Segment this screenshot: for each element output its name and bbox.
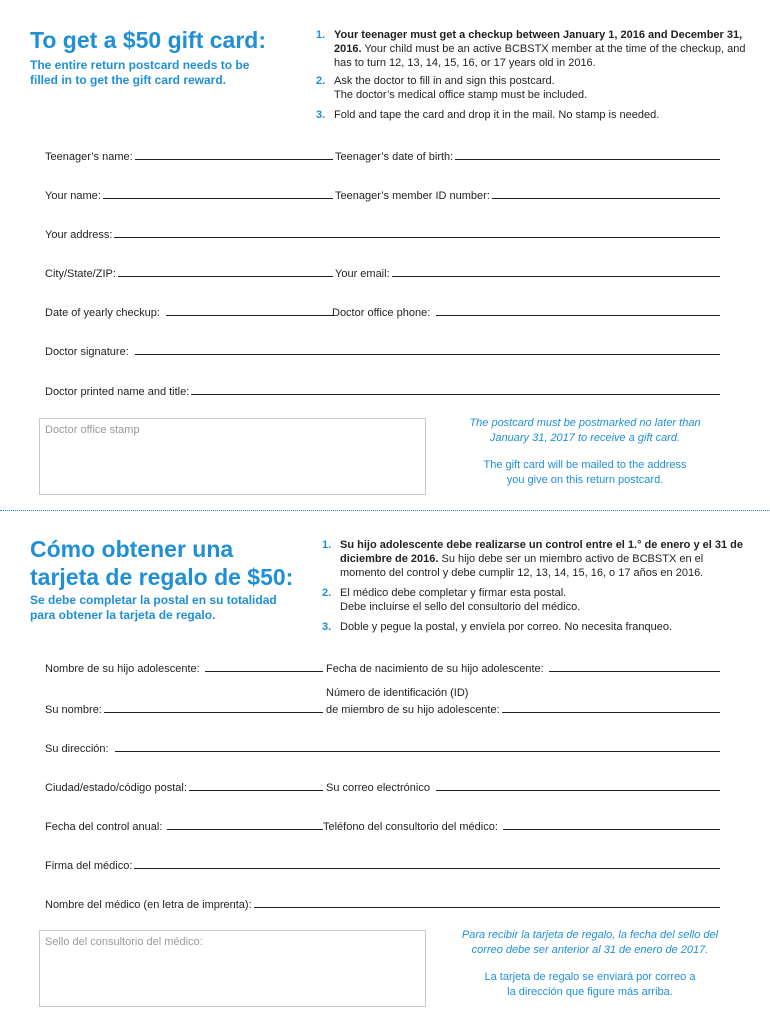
teen-name-label-es: Nombre de su hijo adolescente: [45, 663, 200, 675]
step-number: 3. [322, 621, 332, 633]
teen-dob-line-es[interactable] [549, 671, 720, 672]
postmark-note-es-line-2: correo debe ser anterior al 31 de enero de 2017. [471, 944, 709, 956]
step-number: 2. [316, 75, 326, 87]
doctor-signature-label-es: Firma del médico: [45, 860, 133, 872]
doctor-printed-name-field-es[interactable] [45, 895, 720, 911]
step-text-line-2: The doctor’s medical office stamp must be included. [334, 89, 588, 101]
postmark-note-es [440, 928, 740, 958]
doctor-signature-label: Doctor signature: [45, 346, 129, 358]
doctor-stamp-label: Doctor office stamp [45, 424, 140, 436]
step-bold-text: Your teenager must get a checkup between January 1, 2016 and December 31, 2016. [334, 29, 743, 55]
checkup-date-field[interactable] [45, 303, 333, 319]
english-title: To get a $50 gift card: [30, 27, 267, 53]
teen-dob-label-es: Fecha de nacimiento de su hijo adolescente: [326, 663, 544, 675]
doctor-signature-line[interactable] [135, 354, 720, 355]
step-number: 1. [316, 29, 326, 41]
member-id-label-es-line-1: Número de identificación (ID) [326, 687, 469, 699]
step-text: Su hijo debe ser un miembro activo de BCBSTX en el momento del control y debe cumplir 12, 13, 14, 15, 16, o 17 años en 2016. [340, 553, 704, 579]
checkup-date-line[interactable] [166, 315, 333, 316]
email-label-es: Su correo electrónico [326, 782, 430, 794]
mail-note-line-1: The gift card will be mailed to the address [483, 459, 687, 471]
city-label-es: Ciudad/estado/código postal: [45, 782, 187, 794]
teen-name-line-es[interactable] [205, 671, 323, 672]
address-field[interactable] [45, 225, 720, 241]
address-field-es[interactable] [45, 739, 720, 755]
your-name-field[interactable] [45, 186, 333, 202]
step-text-line-1: El médico debe completar y firmar esta postal. [340, 587, 567, 599]
doctor-stamp-label-es: Sello del consultorio del médico: [45, 936, 203, 948]
city-label: City/State/ZIP: [45, 268, 116, 280]
teen-dob-field[interactable] [335, 147, 720, 163]
doctor-printed-name-field[interactable] [45, 382, 720, 398]
postmark-note-line-2: January 31, 2017 to receive a gift card. [489, 432, 681, 444]
your-name-field-es[interactable] [45, 700, 323, 716]
teen-dob-field-es[interactable] [326, 659, 720, 675]
spanish-step-1 [322, 538, 747, 580]
step-number: 2. [322, 587, 332, 599]
spanish-step-3 [322, 620, 747, 634]
city-line-es[interactable] [189, 790, 323, 791]
your-name-label: Your name: [45, 190, 101, 202]
mail-note-es-line-1: La tarjeta de regalo se enviará por correo a [484, 971, 696, 983]
step-text-line-2: Debe incluirse el sello del consultorio del médico. [340, 601, 581, 613]
address-line[interactable] [114, 237, 720, 238]
step-bold-text: Su hijo adolescente debe realizarse un control entre el 1.° de enero y el 31 de diciembre de 2016. [340, 539, 743, 565]
spanish-subtitle-line-2: para obtener la tarjeta de regalo. [30, 608, 216, 622]
teen-name-label: Teenager’s name: [45, 151, 133, 163]
city-line[interactable] [118, 276, 333, 277]
doctor-phone-label-es: Teléfono del consultorio del médico: [323, 821, 498, 833]
postmark-note-es-line-1: Para recibir la tarjeta de regalo, la fecha del sello del [461, 929, 719, 941]
postmark-note [440, 416, 730, 446]
doctor-phone-line[interactable] [436, 315, 720, 316]
postmark-note-line-1: The postcard must be postmarked no later than [469, 417, 701, 429]
checkup-date-label-es: Fecha del control anual: [45, 821, 163, 833]
checkup-date-line-es[interactable] [167, 829, 323, 830]
member-id-line[interactable] [492, 198, 720, 199]
english-step-1 [316, 28, 756, 70]
doctor-signature-line-es[interactable] [134, 868, 720, 869]
your-name-label-es: Su nombre: [45, 704, 102, 716]
english-subtitle-line-2: filled in to get the gift card reward. [30, 73, 227, 87]
doctor-phone-line-es[interactable] [503, 829, 720, 830]
step-number: 1. [322, 539, 332, 551]
email-line[interactable] [392, 276, 720, 277]
spanish-subtitle-line-1: Se debe completar la postal en su totalidad [30, 593, 277, 607]
mail-note-line-2: you give on this return postcard. [506, 474, 664, 486]
doctor-printed-name-line[interactable] [191, 394, 720, 395]
doctor-printed-name-label-es: Nombre del médico (en letra de imprenta): [45, 899, 252, 911]
member-id-field[interactable] [335, 186, 720, 202]
step-number: 3. [316, 109, 326, 121]
email-label: Your email: [335, 268, 390, 280]
your-name-line-es[interactable] [104, 712, 323, 713]
address-label-es: Su dirección: [45, 743, 109, 755]
mail-note-es-line-2: la dirección que figure más arriba. [507, 986, 673, 998]
address-line-es[interactable] [115, 751, 720, 752]
email-field-es[interactable] [326, 778, 720, 794]
english-subtitle-line-1: The entire return postcard needs to be [30, 58, 250, 72]
teen-dob-label: Teenager’s date of birth: [335, 151, 454, 163]
doctor-phone-field[interactable] [332, 303, 720, 319]
teen-name-line[interactable] [135, 159, 333, 160]
step-text: Doble y pegue la postal, y envíela por correo. No necesita franqueo. [340, 621, 673, 633]
your-name-line[interactable] [103, 198, 333, 199]
section-divider [0, 510, 770, 511]
doctor-stamp-box-es[interactable] [39, 930, 426, 1007]
doctor-printed-name-label: Doctor printed name and title: [45, 386, 190, 398]
mail-note [440, 458, 730, 488]
english-step-2 [316, 74, 756, 102]
step-text-line-1: Ask the doctor to fill in and sign this postcard. [334, 75, 555, 87]
doctor-printed-name-line-es[interactable] [254, 907, 720, 908]
city-field[interactable] [45, 264, 333, 280]
checkup-date-field-es[interactable] [45, 817, 323, 833]
address-label: Your address: [45, 229, 113, 241]
doctor-phone-label: Doctor office phone: [332, 307, 431, 319]
doctor-signature-field[interactable] [45, 342, 720, 358]
english-step-3 [316, 108, 756, 122]
teen-name-field[interactable] [45, 147, 333, 163]
spanish-title-line-2: tarjeta de regalo de $50: [30, 564, 294, 590]
doctor-stamp-box[interactable] [39, 418, 426, 495]
member-id-label-es: de miembro de su hijo adolescente: [326, 704, 500, 716]
step-text: Your child must be an active BCBSTX member at the time of the checkup, and has to turn 12, 13, 14, 15, 16, or 17 years old in 2016. [334, 43, 746, 69]
member-id-label: Teenager’s member ID number: [335, 190, 490, 202]
spanish-step-2 [322, 586, 747, 614]
spanish-title-line-1: Cómo obtener una [30, 536, 234, 562]
teen-dob-line[interactable] [455, 159, 720, 160]
doctor-signature-field-es[interactable] [45, 856, 720, 872]
teen-name-field-es[interactable] [45, 659, 323, 675]
step-text: Fold and tape the card and drop it in the mail. No stamp is needed. [334, 109, 660, 121]
mail-note-es [440, 970, 740, 1000]
email-field[interactable] [335, 264, 720, 280]
doctor-phone-field-es[interactable] [323, 817, 720, 833]
checkup-date-label: Date of yearly checkup: [45, 307, 160, 319]
city-field-es[interactable] [45, 778, 323, 794]
email-line-es[interactable] [436, 790, 720, 791]
member-id-field-es[interactable] [326, 700, 720, 716]
member-id-line-es[interactable] [502, 712, 720, 713]
